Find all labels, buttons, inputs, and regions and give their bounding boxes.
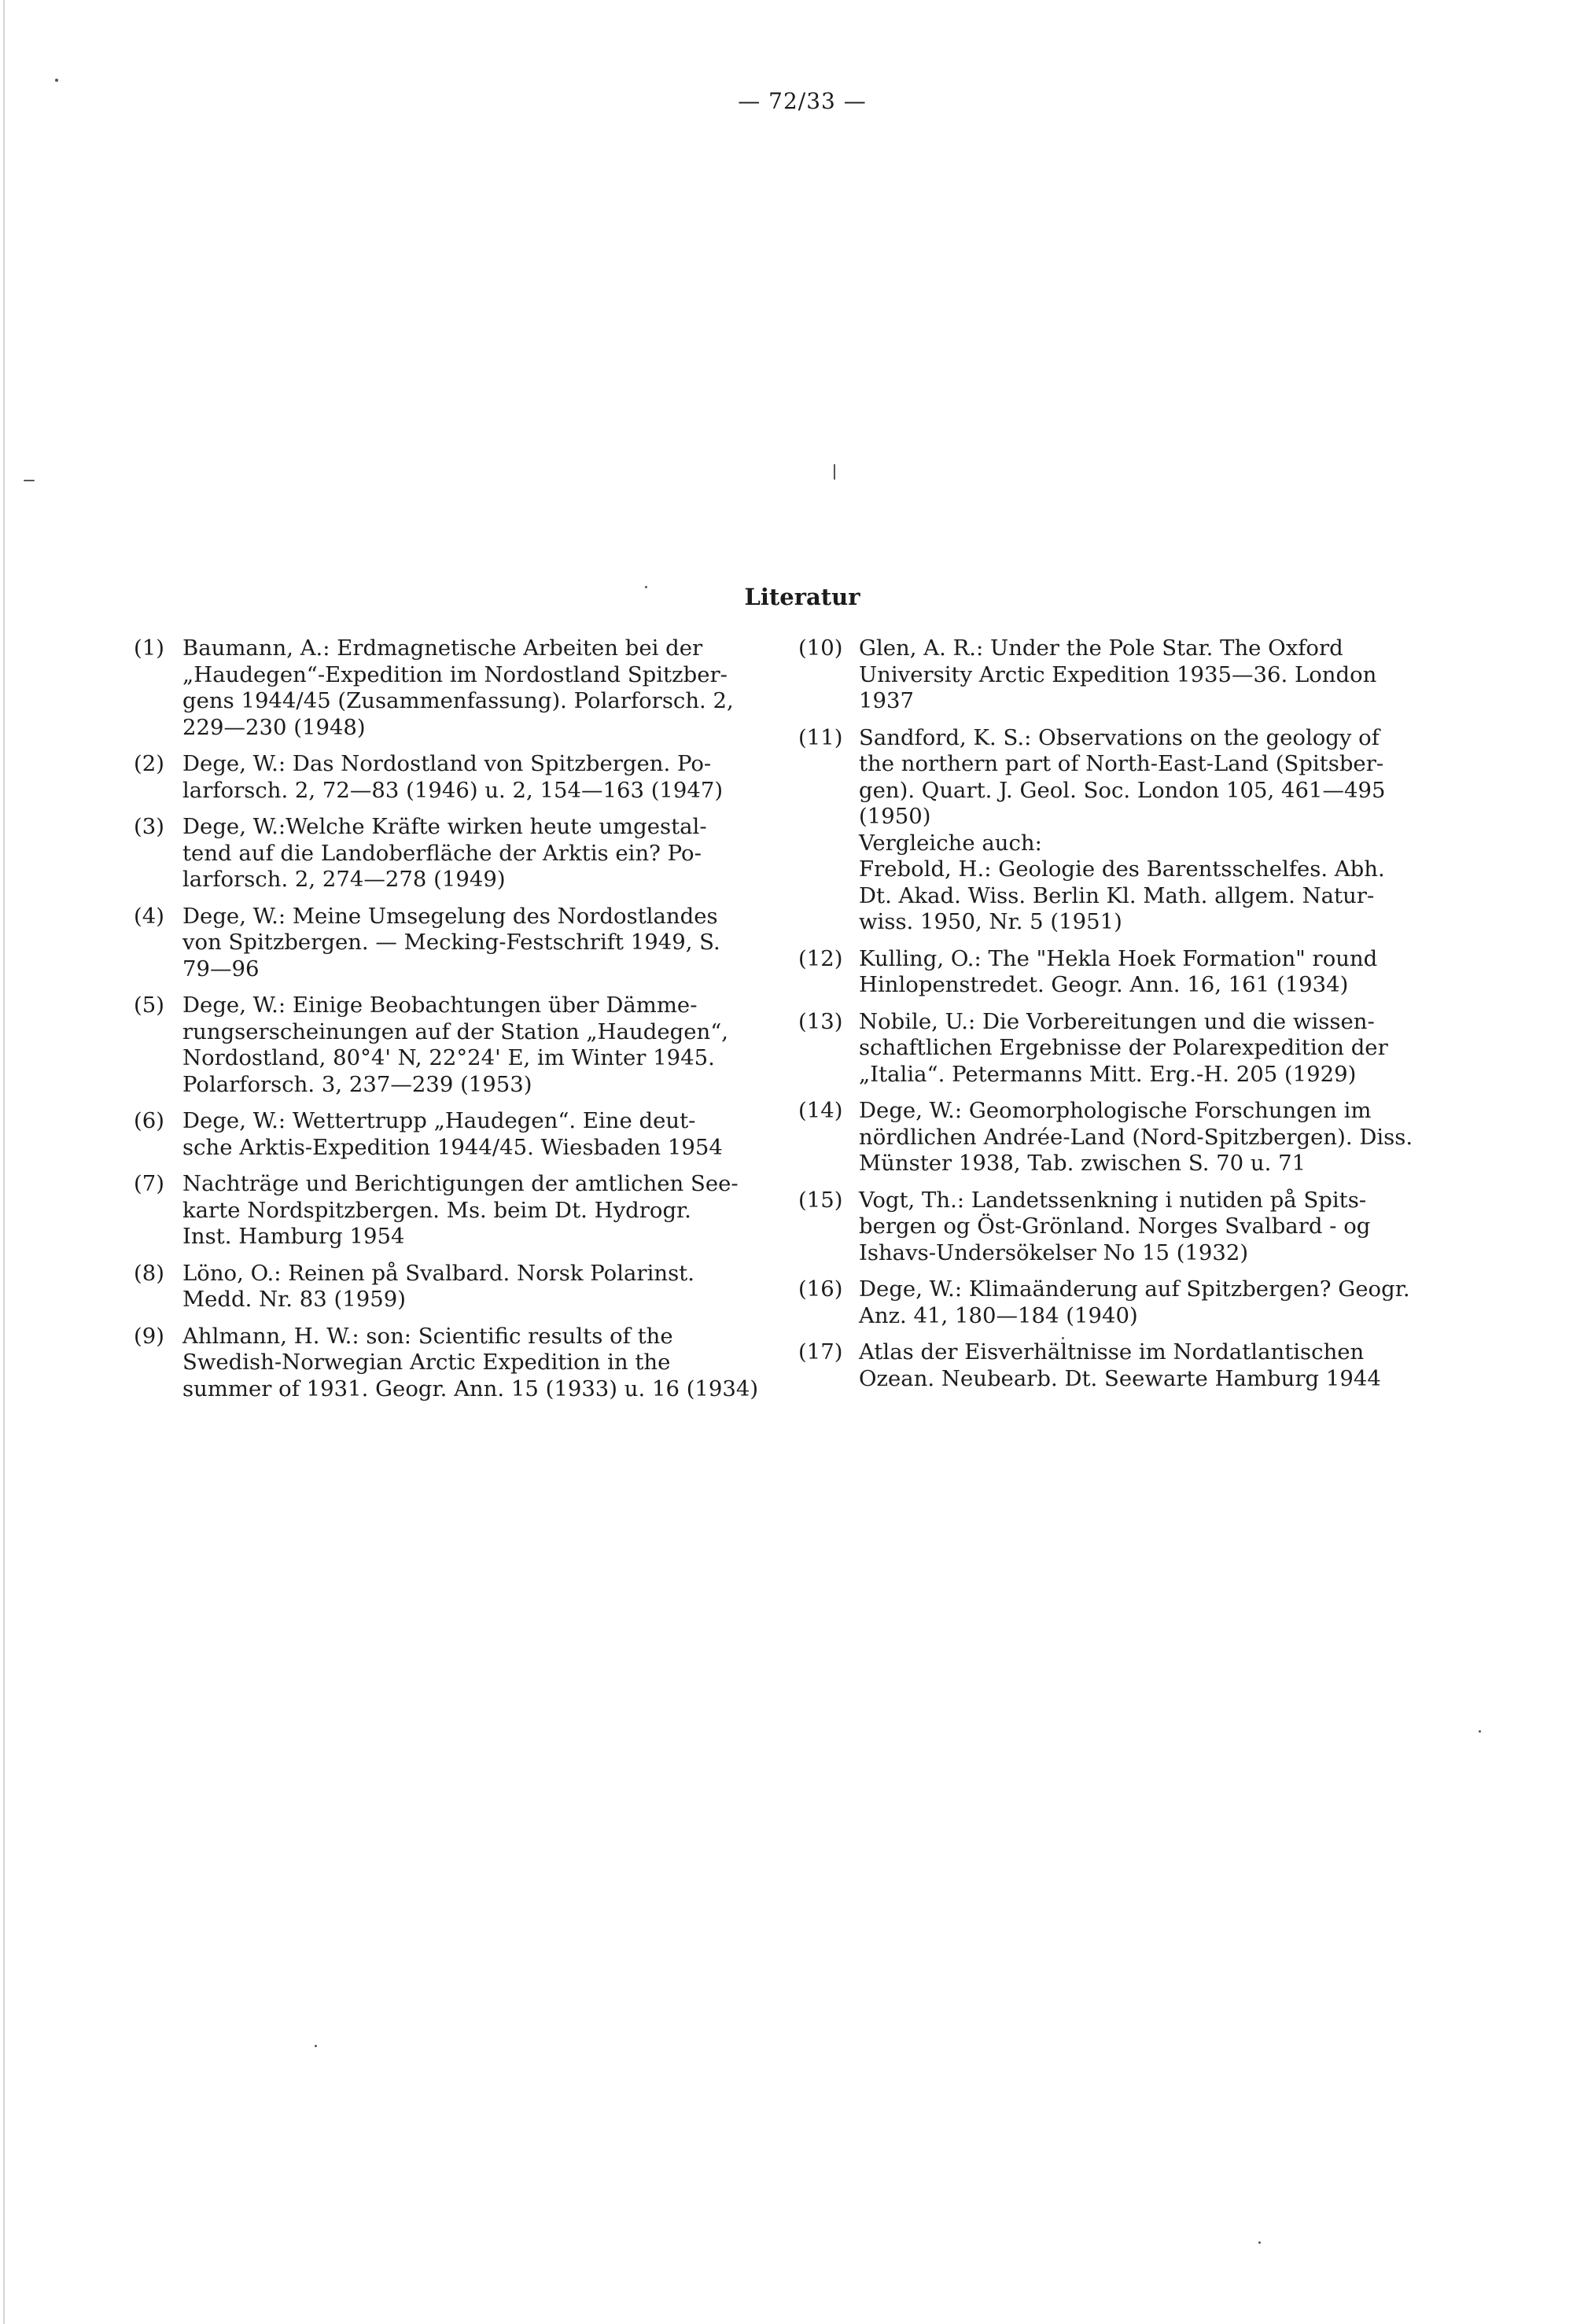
reference-line: 79—96 (182, 956, 260, 982)
reference-text (859, 1339, 1447, 1392)
reference-line: „Italia“. Petermanns Mitt. Erg.-H. 205 (1929) (859, 1061, 1357, 1087)
reference-line: Glen, A. R.: Under the Pole Star. The Oxford (859, 635, 1343, 661)
reference-number: (4) (134, 903, 164, 929)
reference-text (859, 1188, 1447, 1267)
reference-text (182, 1261, 769, 1313)
reference-entry (134, 1171, 769, 1250)
reference-entry (134, 635, 769, 741)
reference-entry (134, 1261, 769, 1313)
reference-entry (134, 814, 769, 893)
reference-line: the northern part of North-East-Land (Spitsber- (859, 751, 1384, 776)
reference-number: (14) (798, 1098, 843, 1123)
reference-line: (1950) (859, 804, 931, 829)
reference-entry (134, 1324, 769, 1403)
reference-line: bergen og Öst-Grönland. Norges Svalbard - og (859, 1214, 1371, 1239)
reference-line: sche Arktis-Expedition 1944/45. Wiesbaden 1954 (182, 1134, 723, 1160)
reference-line: Nordostland, 80°4' N, 22°24' E, im Winter 1945. (182, 1045, 715, 1070)
reference-line: Dege, W.: Das Nordostland von Spitzbergen. Po- (182, 751, 712, 776)
reference-text (182, 635, 769, 741)
reference-text (182, 1324, 769, 1403)
references-right-column (798, 635, 1447, 1402)
reference-entry (798, 1276, 1447, 1329)
reference-line: Dege, W.: Klimaänderung auf Spitzbergen? Geogr. (859, 1276, 1410, 1302)
reference-line: Dege, W.: Wettertrupp „Haudegen“. Eine deut- (182, 1108, 696, 1133)
reference-text (859, 725, 1447, 936)
reference-number: (13) (798, 1008, 843, 1034)
reference-line: Löno, O.: Reinen på Svalbard. Norsk Polarinst. (182, 1260, 694, 1286)
reference-line: 229—230 (1948) (182, 714, 366, 740)
page-number: — 72/33 — (738, 88, 867, 114)
reference-line: gens 1944/45 (Zusammenfassung). Polarforsch. 2, (182, 688, 734, 713)
reference-entry (798, 1098, 1447, 1177)
reference-line: tend auf die Landoberfläche der Arktis ein? Po- (182, 840, 702, 866)
reference-entry (134, 751, 769, 804)
reference-entry (798, 1188, 1447, 1267)
reference-line: Ishavs-Undersökelser No 15 (1932) (859, 1239, 1249, 1265)
section-title: Literatur (744, 584, 860, 610)
reference-entry (798, 1339, 1447, 1392)
reference-line: larforsch. 2, 72—83 (1946) u. 2, 154—163 (1947) (182, 777, 724, 803)
reference-entry (134, 993, 769, 1098)
reference-number: (8) (134, 1260, 164, 1286)
scan-speck (55, 79, 58, 82)
reference-line: karte Nordspitzbergen. Ms. beim Dt. Hydrogr. (182, 1197, 691, 1223)
reference-line: Anz. 41, 180—184 (1940) (859, 1302, 1138, 1328)
reference-entry (134, 904, 769, 983)
reference-line: gen). Quart. J. Geol. Soc. London 105, 461—495 (859, 777, 1386, 803)
reference-line: Vogt, Th.: Landetssenkning i nutiden på Spits- (859, 1187, 1367, 1213)
reference-line: Nobile, U.: Die Vorbereitungen und die wissen- (859, 1008, 1375, 1034)
reference-line: Swedish-Norwegian Arctic Expedition in the (182, 1350, 671, 1375)
reference-line: Sandford, K. S.: Observations on the geology of (859, 724, 1380, 750)
reference-line: Ozean. Neubearb. Dt. Seewarte Hamburg 1944 (859, 1365, 1381, 1391)
reference-number: (3) (134, 814, 164, 839)
scan-speck (315, 2045, 317, 2047)
reference-line: larforsch. 2, 274—278 (1949) (182, 867, 506, 892)
reference-line: Dege, W.: Geomorphologische Forschungen im (859, 1098, 1372, 1123)
reference-number: (16) (798, 1276, 843, 1302)
reference-text (859, 635, 1447, 715)
reference-entry (134, 1108, 769, 1161)
reference-number: (12) (798, 945, 843, 971)
reference-line: Ahlmann, H. W.: son: Scientific results of the (182, 1323, 673, 1349)
references-left-column (134, 635, 769, 1412)
reference-text (859, 1098, 1447, 1177)
reference-line: University Arctic Expedition 1935—36. London (859, 661, 1377, 687)
reference-text (182, 993, 769, 1098)
reference-line: Frebold, H.: Geologie des Barentsschelfes. Abh. (859, 856, 1385, 882)
reference-number: (17) (798, 1339, 843, 1365)
reference-number: (11) (798, 724, 843, 750)
scan-speck (645, 586, 647, 588)
reference-line: Kulling, O.: The "Hekla Hoek Formation" round (859, 945, 1378, 971)
reference-line: Atlas der Eisverhältnisse im Nordatlantischen (859, 1339, 1365, 1365)
reference-line: Dege, W.:Welche Kräfte wirken heute umgestal- (182, 814, 707, 839)
scan-speck (1062, 1337, 1064, 1339)
reference-number: (2) (134, 751, 164, 776)
reference-number: (1) (134, 635, 164, 661)
reference-text (182, 1108, 769, 1161)
reference-line: summer of 1931. Geogr. Ann. 15 (1933) u. 16 (1934) (182, 1376, 759, 1401)
reference-text (182, 751, 769, 804)
reference-number: (15) (798, 1187, 843, 1213)
reference-line: Münster 1938, Tab. zwischen S. 70 u. 71 (859, 1151, 1306, 1176)
scan-speck (834, 464, 835, 480)
reference-line: Dt. Akad. Wiss. Berlin Kl. Math. allgem. Natur- (859, 882, 1375, 908)
scan-speck (24, 480, 35, 481)
reference-line: Baumann, A.: Erdmagnetische Arbeiten bei der (182, 635, 703, 661)
reference-line: von Spitzbergen. — Mecking-Festschrift 1949, S. (182, 930, 720, 955)
reference-line: Nachträge und Berichtigungen der amtlichen See- (182, 1171, 739, 1196)
reference-number: (7) (134, 1171, 164, 1196)
reference-line: 1937 (859, 688, 914, 713)
reference-number: (10) (798, 635, 843, 661)
reference-number: (5) (134, 993, 164, 1018)
reference-line: rungserscheinungen auf der Station „Haudegen“, (182, 1018, 728, 1044)
reference-line: nördlichen Andrée-Land (Nord-Spitzbergen). Diss. (859, 1124, 1413, 1150)
reference-line: wiss. 1950, Nr. 5 (1951) (859, 909, 1122, 934)
reference-line: Hinlopenstredet. Geogr. Ann. 16, 161 (1934) (859, 972, 1349, 997)
reference-text (182, 1171, 769, 1250)
scan-speck (1258, 2241, 1261, 2244)
reference-number: (9) (134, 1323, 164, 1349)
scan-edge-line (3, 0, 5, 2324)
reference-text (859, 946, 1447, 999)
reference-entry (798, 725, 1447, 936)
reference-entry (798, 946, 1447, 999)
reference-line: Polarforsch. 3, 237—239 (1953) (182, 1071, 532, 1097)
reference-text (182, 814, 769, 893)
reference-entry (798, 635, 1447, 715)
reference-text (182, 904, 769, 983)
reference-entry (798, 1009, 1447, 1088)
reference-text (859, 1009, 1447, 1088)
reference-line: Vergleiche auch: (859, 830, 1042, 856)
reference-line: schaftlichen Ergebnisse der Polarexpedition der (859, 1035, 1388, 1060)
reference-number: (6) (134, 1108, 164, 1133)
reference-line: Dege, W.: Einige Beobachtungen über Dämme- (182, 993, 698, 1018)
scan-speck (1479, 1730, 1481, 1733)
reference-line: Dege, W.: Meine Umsegelung des Nordostlandes (182, 903, 718, 929)
reference-text (859, 1276, 1447, 1329)
reference-line: „Haudegen“-Expedition im Nordostland Spitzber- (182, 661, 728, 687)
reference-line: Medd. Nr. 83 (1959) (182, 1287, 406, 1312)
reference-line: Inst. Hamburg 1954 (182, 1224, 405, 1249)
